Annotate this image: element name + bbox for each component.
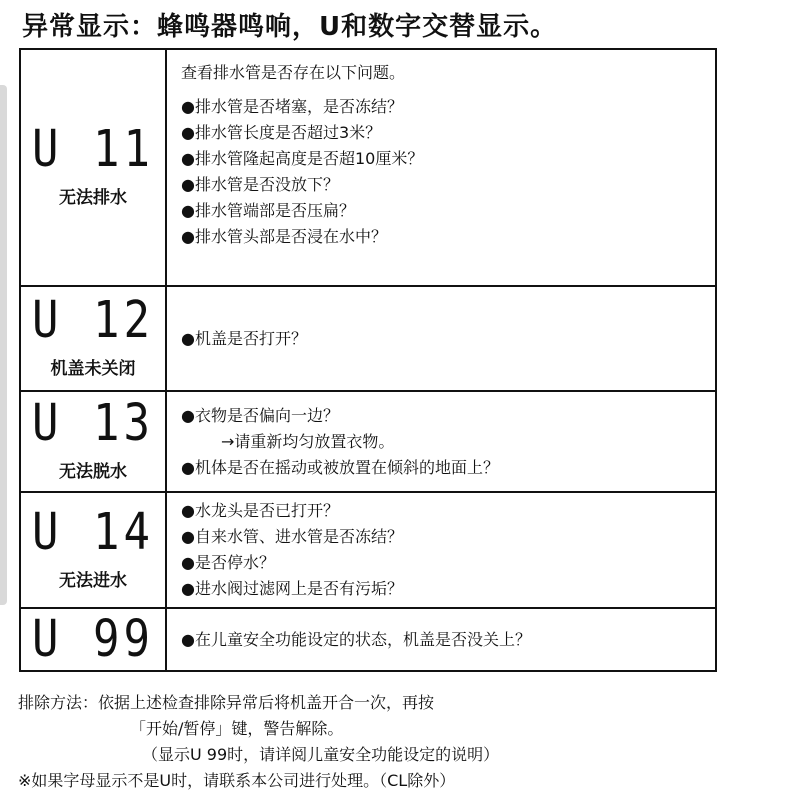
description-cell bbox=[167, 50, 715, 285]
code-cell bbox=[21, 50, 167, 285]
check-item: ●进水阀过滤网上是否有污垢？ bbox=[181, 579, 403, 598]
check-item: ●机盖是否打开？ bbox=[181, 328, 307, 348]
error-label: 无法排水 bbox=[59, 188, 127, 208]
description-cell bbox=[167, 287, 715, 390]
error-code: U 13 bbox=[32, 394, 154, 453]
error-code: U 11 bbox=[32, 120, 154, 179]
check-item-hint: →请重新均匀放置衣物。 bbox=[221, 431, 395, 451]
check-item: ●自来水管、进水管是否冻结？ bbox=[181, 527, 403, 546]
table-row-u12 bbox=[21, 287, 715, 392]
table-row-u99 bbox=[21, 609, 715, 670]
code-cell bbox=[21, 392, 167, 491]
check-item: ●排水管是否堵塞，是否冻结？ bbox=[181, 97, 403, 116]
remedy-notes bbox=[18, 690, 499, 794]
error-code: U 12 bbox=[32, 291, 154, 350]
error-label: 无法脱水 bbox=[59, 462, 127, 482]
remedy-line: 「开始/暂停」键，警告解除。 bbox=[130, 719, 344, 738]
check-item: ●排水管端部是否压扁？ bbox=[181, 201, 355, 220]
code-cell bbox=[21, 287, 167, 390]
description-cell bbox=[167, 609, 715, 670]
check-item: ●在儿童安全功能设定的状态，机盖是否没关上？ bbox=[181, 629, 531, 649]
check-item: ●衣物是否偏向一边？ bbox=[181, 405, 339, 425]
check-item: ●机体是否在摇动或被放置在倾斜的地面上？ bbox=[181, 457, 499, 477]
remedy-line: 排除方法：依据上述检查排除异常后将机盖开合一次，再按 bbox=[18, 693, 435, 712]
error-label: 机盖未关闭 bbox=[50, 359, 136, 379]
code-cell bbox=[21, 609, 167, 670]
check-item: ●排水管长度是否超过3米？ bbox=[181, 123, 382, 142]
page-title: 异常显示：蜂鸣器鸣响，U和数字交替显示。 bbox=[22, 12, 558, 42]
table-row-u14 bbox=[21, 493, 715, 609]
check-item: ●排水管是否没放下？ bbox=[181, 175, 339, 194]
error-label: 无法进水 bbox=[59, 570, 127, 591]
left-edge-decoration bbox=[0, 85, 7, 605]
check-item: ●是否停水？ bbox=[181, 553, 275, 572]
error-code: U 14 bbox=[32, 502, 154, 562]
description-cell bbox=[167, 493, 715, 607]
remedy-note: ※如果字母显示不是U时，请联系本公司进行处理。（CL除外） bbox=[18, 771, 456, 790]
check-item: ●排水管头部是否浸在水中？ bbox=[181, 227, 387, 246]
remedy-line: （显示U 99时，请详阅儿童安全功能设定的说明） bbox=[142, 745, 500, 764]
intro-text: 查看排水管是否存在以下问题。 bbox=[181, 63, 406, 82]
error-code-table bbox=[19, 48, 717, 672]
table-row-u11 bbox=[21, 50, 715, 287]
table-row-u13 bbox=[21, 392, 715, 493]
check-item: ●排水管隆起高度是否超10厘米？ bbox=[181, 149, 424, 168]
code-cell bbox=[21, 493, 167, 607]
description-cell bbox=[167, 392, 715, 491]
check-item: ●水龙头是否已打开？ bbox=[181, 501, 339, 520]
error-code: U 99 bbox=[32, 609, 154, 669]
